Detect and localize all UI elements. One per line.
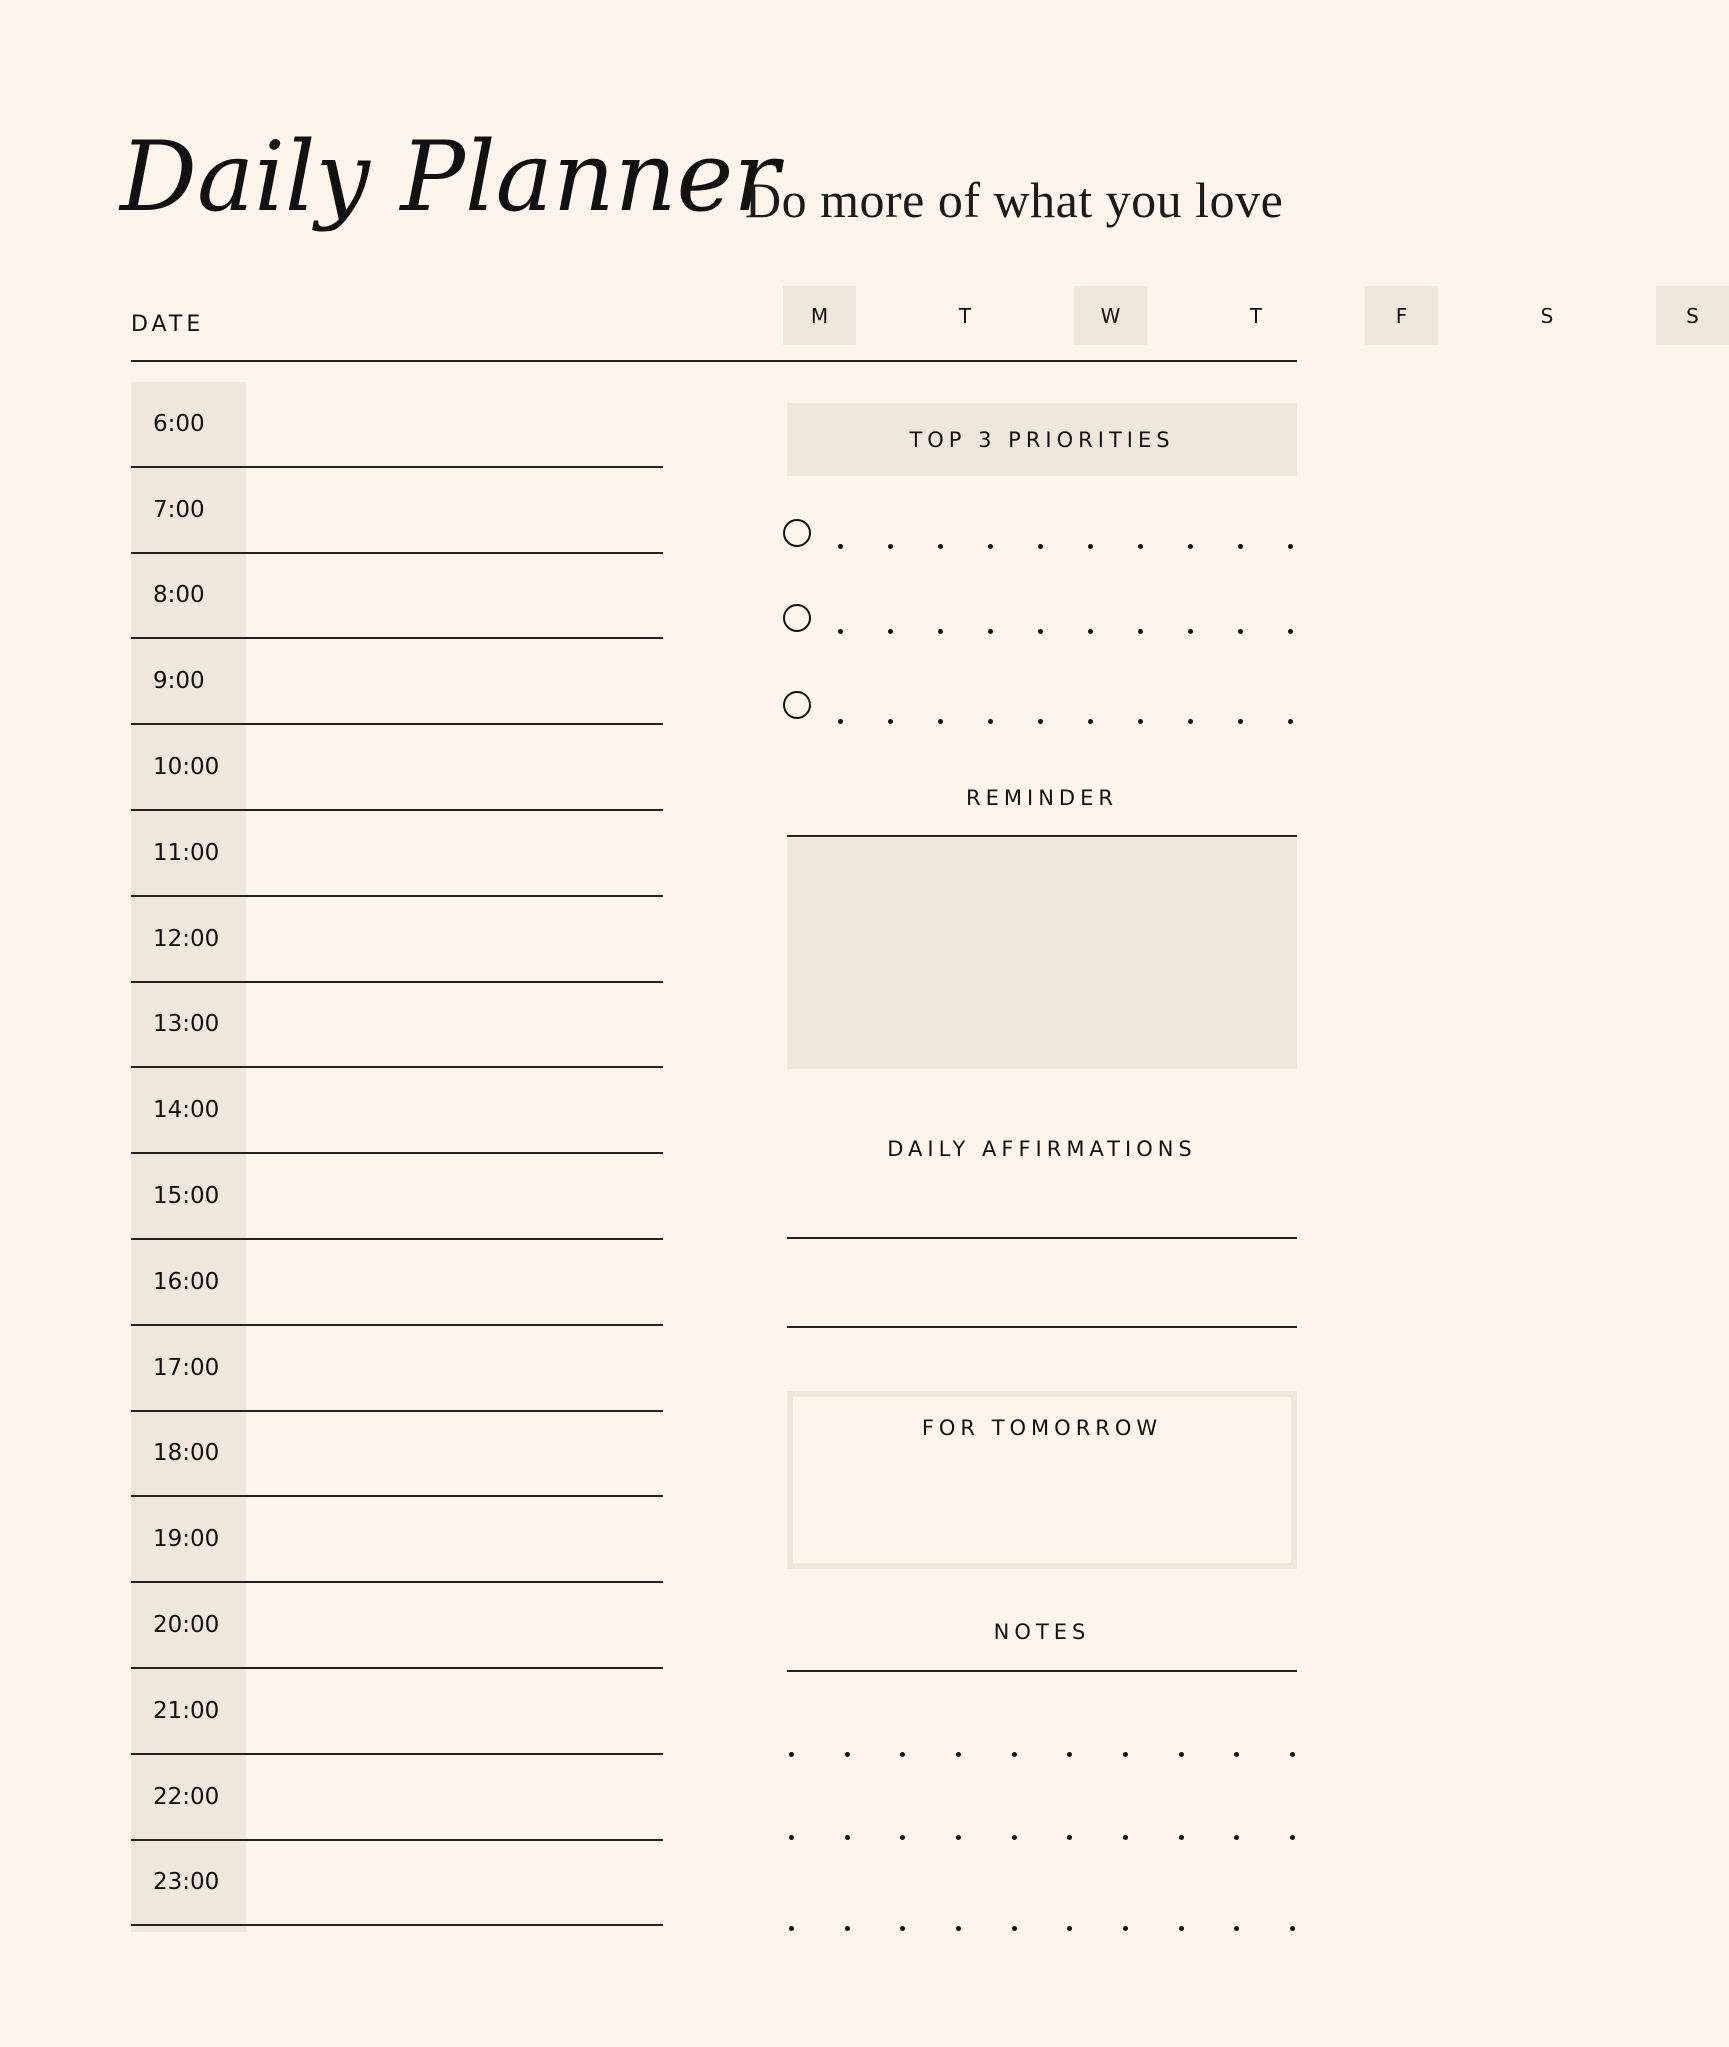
affirmations-heading: DAILY AFFIRMATIONS [887, 1137, 1197, 1161]
time-slot[interactable] [131, 639, 663, 725]
priorities-heading: TOP 3 PRIORITIES [787, 403, 1297, 476]
dot [988, 629, 993, 634]
time-slot[interactable] [131, 1240, 663, 1326]
time-slot[interactable] [131, 1841, 663, 1927]
dot [1179, 1752, 1184, 1757]
priority-item[interactable] [783, 604, 1303, 644]
dot [988, 544, 993, 549]
time-label: 13:00 [153, 1011, 220, 1038]
dot [1067, 1752, 1072, 1757]
dot [1188, 629, 1193, 634]
dot [1288, 544, 1293, 549]
dot [956, 1926, 961, 1931]
dot [938, 544, 943, 549]
time-slot[interactable] [131, 382, 663, 468]
priority-dotted-line [838, 719, 1293, 724]
dot [1012, 1752, 1017, 1757]
dot [1012, 1835, 1017, 1840]
weekday-6[interactable]: S [1540, 303, 1554, 328]
dot [838, 629, 843, 634]
dot [1123, 1752, 1128, 1757]
planner-title-text: Daily Planner [120, 121, 780, 233]
priority-checkbox-2[interactable] [783, 604, 811, 632]
weekday-3[interactable]: W [1074, 286, 1147, 345]
time-label: 8:00 [153, 582, 205, 609]
dot [1234, 1752, 1239, 1757]
tomorrow-heading: FOR TOMORROW [921, 1416, 1163, 1440]
time-label: 14:00 [153, 1097, 220, 1124]
dot [789, 1752, 794, 1757]
dot [1290, 1835, 1295, 1840]
dot [845, 1835, 850, 1840]
dot [1234, 1835, 1239, 1840]
notes-dotted-line[interactable] [789, 1926, 1295, 1931]
dot [1188, 719, 1193, 724]
dot [938, 719, 943, 724]
notes-heading: NOTES [993, 1620, 1091, 1644]
dot [1038, 544, 1043, 549]
dot [789, 1835, 794, 1840]
dot [1234, 1926, 1239, 1931]
hourly-schedule [131, 382, 663, 1926]
time-slot[interactable] [131, 1326, 663, 1412]
dot [1088, 719, 1093, 724]
time-label: 23:00 [153, 1869, 220, 1896]
reminder-box[interactable] [787, 838, 1297, 1069]
time-slot[interactable] [131, 1755, 663, 1841]
dot [1288, 629, 1293, 634]
time-label: 21:00 [153, 1697, 220, 1724]
dot [845, 1926, 850, 1931]
planner-title [120, 120, 780, 280]
dot [838, 544, 843, 549]
dot [956, 1752, 961, 1757]
dot [1179, 1835, 1184, 1840]
dot [1238, 629, 1243, 634]
time-label: 16:00 [153, 1268, 220, 1295]
dot [938, 629, 943, 634]
dot [1138, 629, 1143, 634]
dot [1123, 1835, 1128, 1840]
date-label: DATE [131, 312, 205, 337]
time-label: 9:00 [153, 668, 205, 695]
dot [888, 719, 893, 724]
tagline: Do more of what you love [745, 172, 1284, 228]
weekday-4[interactable]: T [1249, 303, 1263, 328]
time-slot[interactable] [131, 1583, 663, 1669]
priority-checkbox-3[interactable] [783, 691, 811, 719]
time-label: 20:00 [153, 1612, 220, 1639]
dot [1038, 629, 1043, 634]
dot [900, 1926, 905, 1931]
time-slot[interactable] [131, 725, 663, 811]
dot [1067, 1926, 1072, 1931]
dot [1067, 1835, 1072, 1840]
weekday-selector [783, 286, 1729, 345]
dot [838, 719, 843, 724]
dot [1288, 719, 1293, 724]
reminder-rule [787, 835, 1297, 837]
dot [1138, 719, 1143, 724]
dot [988, 719, 993, 724]
time-label: 7:00 [153, 496, 205, 523]
dot [900, 1835, 905, 1840]
priority-checkbox-1[interactable] [783, 519, 811, 547]
dot [1088, 629, 1093, 634]
affirmation-line[interactable] [787, 1237, 1297, 1239]
time-label: 18:00 [153, 1440, 220, 1467]
weekday-2[interactable]: T [958, 303, 972, 328]
time-label: 17:00 [153, 1354, 220, 1381]
notes-rule [787, 1670, 1297, 1672]
time-slot[interactable] [131, 1497, 663, 1583]
notes-dotted-line[interactable] [789, 1752, 1295, 1757]
time-slot[interactable] [131, 468, 663, 554]
priority-dotted-line [838, 629, 1293, 634]
dot [1238, 719, 1243, 724]
time-slot[interactable] [131, 1154, 663, 1240]
dot [1123, 1926, 1128, 1931]
time-slot[interactable] [131, 1068, 663, 1154]
priority-item[interactable] [783, 691, 1303, 731]
time-slot[interactable] [131, 811, 663, 897]
weekday-7[interactable]: S [1656, 286, 1729, 345]
dot [1290, 1752, 1295, 1757]
affirmation-line[interactable] [787, 1326, 1297, 1328]
dot [1088, 544, 1093, 549]
weekday-5[interactable]: F [1365, 286, 1438, 345]
dot [1138, 544, 1143, 549]
priority-item[interactable] [783, 519, 1303, 559]
dot [789, 1926, 794, 1931]
dot [1012, 1926, 1017, 1931]
time-label: 15:00 [153, 1183, 220, 1210]
dot [1179, 1926, 1184, 1931]
dot [1290, 1926, 1295, 1931]
dot [888, 544, 893, 549]
time-slot[interactable] [131, 983, 663, 1069]
notes-dotted-line[interactable] [789, 1835, 1295, 1840]
priority-dotted-line [838, 544, 1293, 549]
dot [1188, 544, 1193, 549]
time-label: 19:00 [153, 1526, 220, 1553]
time-label: 6:00 [153, 410, 205, 437]
reminder-heading: REMINDER [966, 786, 1118, 810]
time-label: 12:00 [153, 925, 220, 952]
time-slot[interactable] [131, 1412, 663, 1498]
time-label: 10:00 [153, 754, 220, 781]
dot [1038, 719, 1043, 724]
time-slot[interactable] [131, 1669, 663, 1755]
dot [845, 1752, 850, 1757]
time-slot[interactable] [131, 554, 663, 640]
dot [956, 1835, 961, 1840]
dot [888, 629, 893, 634]
time-slot[interactable] [131, 897, 663, 983]
time-label: 22:00 [153, 1783, 220, 1810]
dot [1238, 544, 1243, 549]
header-divider [131, 360, 1297, 362]
weekday-1[interactable]: M [783, 286, 856, 345]
dot [900, 1752, 905, 1757]
time-label: 11:00 [153, 839, 220, 866]
